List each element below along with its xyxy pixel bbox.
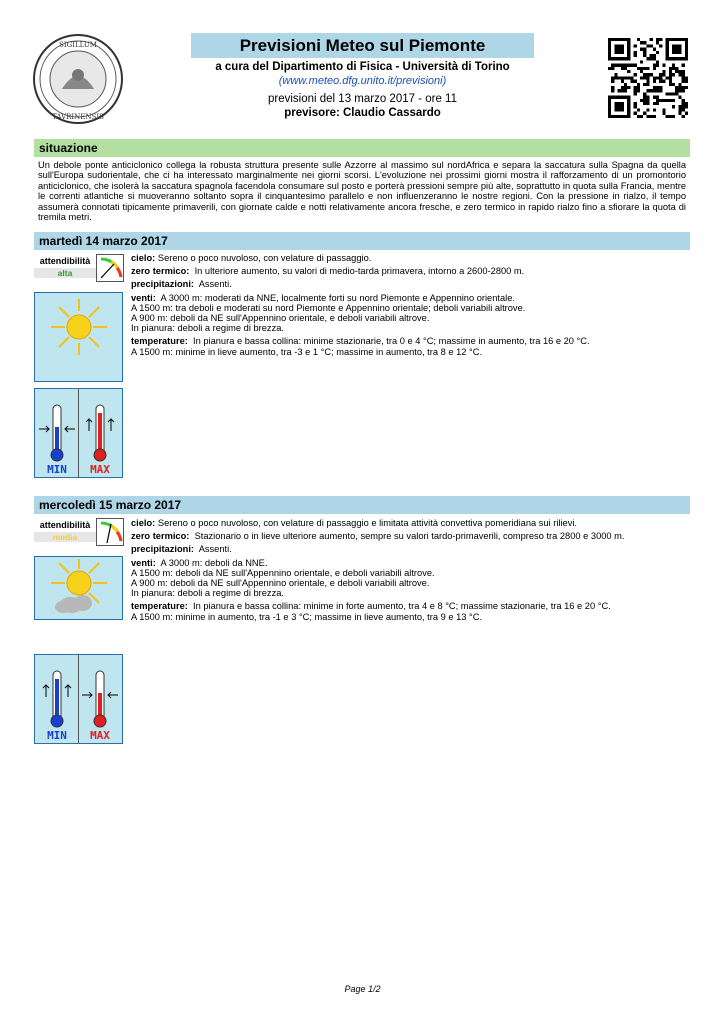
subtitle: a cura del Dipartimento di Fisica - Università di Torino [215,61,510,73]
svg-text:SIGILLUM: SIGILLUM [59,41,97,49]
page-title: Previsioni Meteo sul Piemonte [191,33,534,58]
thermo-min-label: MIN [47,729,67,742]
sun-cloud-icon [34,556,123,620]
day-heading: martedì 14 marzo 2017 [34,232,690,250]
forecaster: previsore: Claudio Cassardo [284,107,441,119]
reliability-indicator [34,254,122,282]
reliability-value: media [34,532,96,542]
svg-text:TAVRINENSIS: TAVRINENSIS [52,113,104,121]
reliability-label: attendibilità [39,256,91,266]
sun-icon [34,292,123,382]
situation-heading: situazione [34,139,690,157]
situation-text: Un debole ponte anticiclonico collega la robusta struttura presente sulle Azzorre al massimo sul nordAfrica e separa la saccatura sulla Spagna da quella sull'Europa sudorientale, che ci ha interessato marginalmente nei giorni scorsi. L'evoluzione nei prossimi giorni mostra il rafforzamento di un promontorio anticiclonico, che isolerà la saccatura spagnola facendola consumare sul posto e porterà pressioni sempre più alte, soprattutto in quota sulla Francia, mentre le correnti atlantiche si muoveranno soltanto sopra il cinquantesimo parallelo e non influenzeranno le nostre regioni. Con la pressione in rialzo, il tempo assumerà connotati tipicamente primaverili, con giornate calde e notti relativamente ancora fresche, e zero termico in rapido rialzo fino a sfiorare la quota di tremila metri. [38,160,686,223]
page-number: Page 1/2 [344,984,381,994]
qr-code [608,38,688,118]
thermometers [34,654,123,744]
reliability-gauge-icon [96,518,124,546]
issue-date: previsioni del 13 marzo 2017 - ore 11 [267,93,457,105]
university-seal-logo [32,33,124,125]
day-details: cielo: Sereno o poco nuvoloso, con velature di passaggio. zero termico: In ulteriore aumento, su valori di medio-tarda primavera, intorno a 2600-2800 m. precipitazioni: Assenti. venti: A 3000 m: moderati da NNE, localmente forti su nord Piemonte e Appennino orientale. A 1500 m: tra deboli e moderati su nord Piemonte e Appennino orientale; deboli variabili altrove. A 900 m: deboli da NE sull'Appennino orientale, e deboli variabili altrove. In pianura: deboli a regime di brezza. temperature: In pianura e bassa collina: minime stazionarie, tra 0 e 4 °C; massime in aumento, tra 16 e 20 °C. A 1500 m: minime in lieve aumento, tra -3 e 1 °C; massime in aumento, tra 8 e 12 °C. [131,253,590,357]
thermo-min-label: MIN [47,463,67,476]
thermo-max-label: MAX [90,729,110,742]
reliability-label: attendibilità [39,520,91,530]
day-details: cielo: Sereno o poco nuvoloso, con velature di passaggio e limitata attività convettiva pomeridiana sui rilievi. zero termico: Stazionario o in lieve ulteriore aumento, sempre su valori tardo-primaverili, compreso tra 2800 e 3000 m. precipitazioni: Assenti. venti: A 3000 m: deboli da NNE. A 1500 m: deboli da NE sull'Appennino orientale, e deboli variabili altrove. A 900 m: deboli da NE sull'Appennino orientale, e deboli variabili altrove. In pianura: deboli a regime di brezza. temperature: In pianura e bassa collina: minime in forte aumento, tra 4 e 8 °C; massime stazionarie, tra 16 e 20 °C. A 1500 m: minime in aumento, tra -1 e 3 °C; massime in lieve aumento, tra 9 e 13 °C. [131,518,625,622]
website-link[interactable]: (www.meteo.dfg.unito.it/previsioni) [278,75,447,87]
day-heading: mercoledì 15 marzo 2017 [34,496,690,514]
thermometers [34,388,123,478]
reliability-gauge-icon [96,254,124,282]
reliability-indicator [34,518,122,546]
thermo-max-label: MAX [90,463,110,476]
reliability-value: alta [34,268,96,278]
